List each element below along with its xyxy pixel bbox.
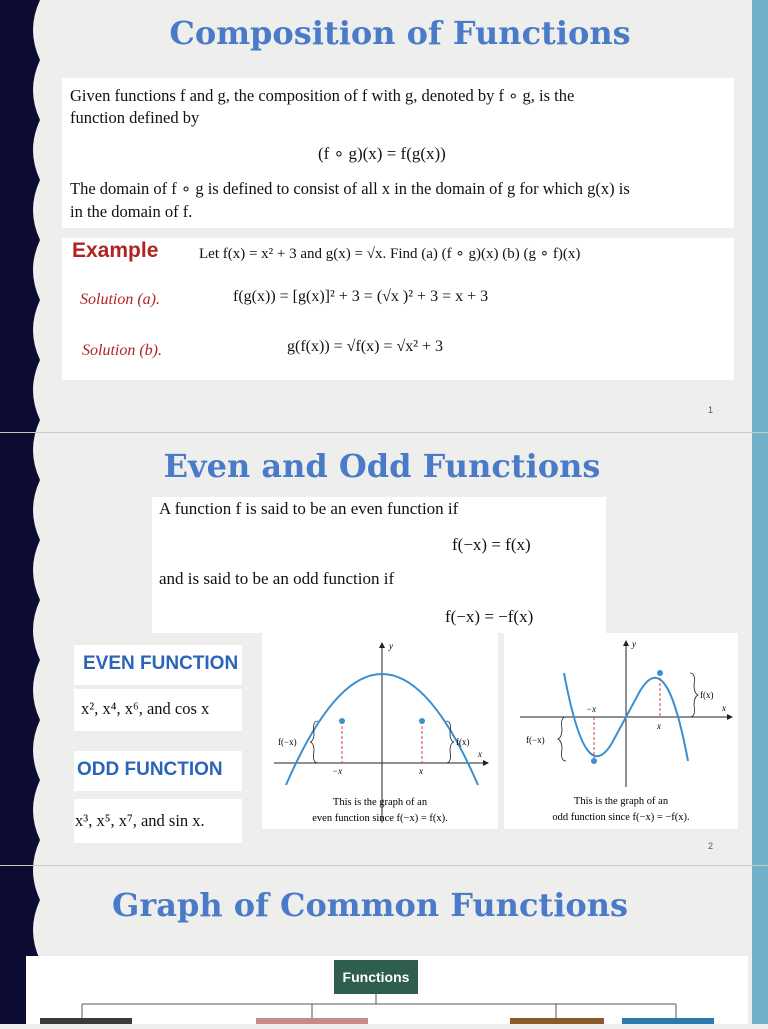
- child-box-4: [622, 1018, 714, 1024]
- neg-x-point: [339, 718, 345, 724]
- slide-title: Even and Odd Functions: [163, 447, 601, 485]
- f-neg-x-label: f(−x): [278, 737, 297, 747]
- even-def-line: A function f is said to be an even function if: [159, 499, 459, 518]
- y-axis-label: y: [632, 639, 636, 649]
- odd-examples-card: [74, 799, 242, 843]
- slide-composition: [0, 0, 768, 432]
- f-pos-x-label: f(x): [456, 737, 470, 747]
- slide-even-odd: [0, 433, 768, 865]
- pos-x-point: [419, 718, 425, 724]
- pos-x-point: [657, 670, 663, 676]
- page-number: 2: [708, 841, 714, 851]
- odd-graph-card: [504, 633, 738, 829]
- graph-caption-1: This is the graph of an: [573, 796, 669, 807]
- even-graph-card: [262, 633, 498, 829]
- odd-heading-card: [74, 751, 242, 791]
- child-box-2: [256, 1018, 368, 1024]
- solution-b: g(f(x)) = √f(x) = √x² + 3: [287, 338, 444, 355]
- definition-card: [152, 497, 606, 633]
- left-brace: [558, 717, 566, 761]
- x-axis-label: x: [478, 749, 482, 759]
- child-box-1: [40, 1018, 132, 1024]
- x-axis-label: x: [722, 703, 726, 713]
- example-label: Example: [72, 239, 159, 262]
- definition-line-2: function defined by: [70, 108, 200, 127]
- composition-formula: (f ∘ g)(x) = f(g(x)): [318, 144, 446, 163]
- right-brace: [446, 721, 454, 763]
- child-box-3: [510, 1018, 604, 1024]
- pos-x-tick: x: [419, 766, 423, 776]
- example-text: Let f(x) = x² + 3 and g(x) = √x. Find (a) (f ∘ g)(x) (b) (g ∘ f)(x): [199, 246, 581, 262]
- right-brace: [690, 673, 698, 717]
- function-tree-card: [26, 956, 748, 1024]
- neg-x-point: [591, 758, 597, 764]
- even-heading-card: [74, 645, 242, 685]
- example-card: [62, 238, 734, 380]
- f-neg-x-label: f(−x): [526, 735, 545, 745]
- solution-b-label: Solution (b).: [82, 342, 162, 359]
- even-function-heading: EVEN FUNCTION: [83, 653, 239, 674]
- even-function-graph: [262, 633, 498, 829]
- even-examples: x², x⁴, x⁶, and cos x: [81, 699, 210, 718]
- page-number: 1: [708, 405, 714, 415]
- definition-line-1: Given functions f and g, the composition of f with g, denoted by f ∘ g, is the: [70, 86, 575, 105]
- even-formula: f(−x) = f(x): [452, 535, 531, 554]
- graph-caption-1: This is the graph of an: [332, 797, 428, 808]
- domain-line-1: The domain of f ∘ g is defined to consist of all x in the domain of g for which g(x) is: [70, 179, 630, 198]
- solution-a-label: Solution (a).: [80, 291, 160, 308]
- definition-card: [62, 78, 734, 228]
- neg-x-tick: −x: [332, 766, 343, 776]
- f-pos-x-label: f(x): [700, 690, 714, 700]
- slide-title: Graph of Common Functions: [112, 886, 628, 924]
- function-tree-diagram: [26, 956, 748, 1024]
- y-axis-label: y: [389, 641, 393, 651]
- odd-formula: f(−x) = −f(x): [445, 607, 534, 626]
- solution-a: f(g(x)) = [g(x)]² + 3 = (√x )² + 3 = x + 3: [233, 288, 489, 305]
- odd-function-graph: [504, 633, 738, 829]
- domain-line-2: in the domain of f.: [70, 202, 193, 221]
- slide-title: Composition of Functions: [169, 14, 631, 52]
- odd-def-line: and is said to be an odd function if: [159, 569, 395, 588]
- odd-examples: x³, x⁵, x⁷, and sin x.: [75, 811, 205, 830]
- pos-x-tick: x: [657, 721, 661, 731]
- even-examples-card: [74, 689, 242, 731]
- neg-x-tick: −x: [586, 704, 597, 714]
- graph-caption-2: even function since f(−x) = f(x).: [312, 813, 448, 824]
- left-brace: [310, 721, 318, 763]
- odd-function-heading: ODD FUNCTION: [77, 759, 223, 780]
- slide-common-functions: [0, 866, 768, 1024]
- functions-root-label: Functions: [342, 969, 410, 985]
- graph-caption-2: odd function since f(−x) = −f(x).: [552, 812, 690, 823]
